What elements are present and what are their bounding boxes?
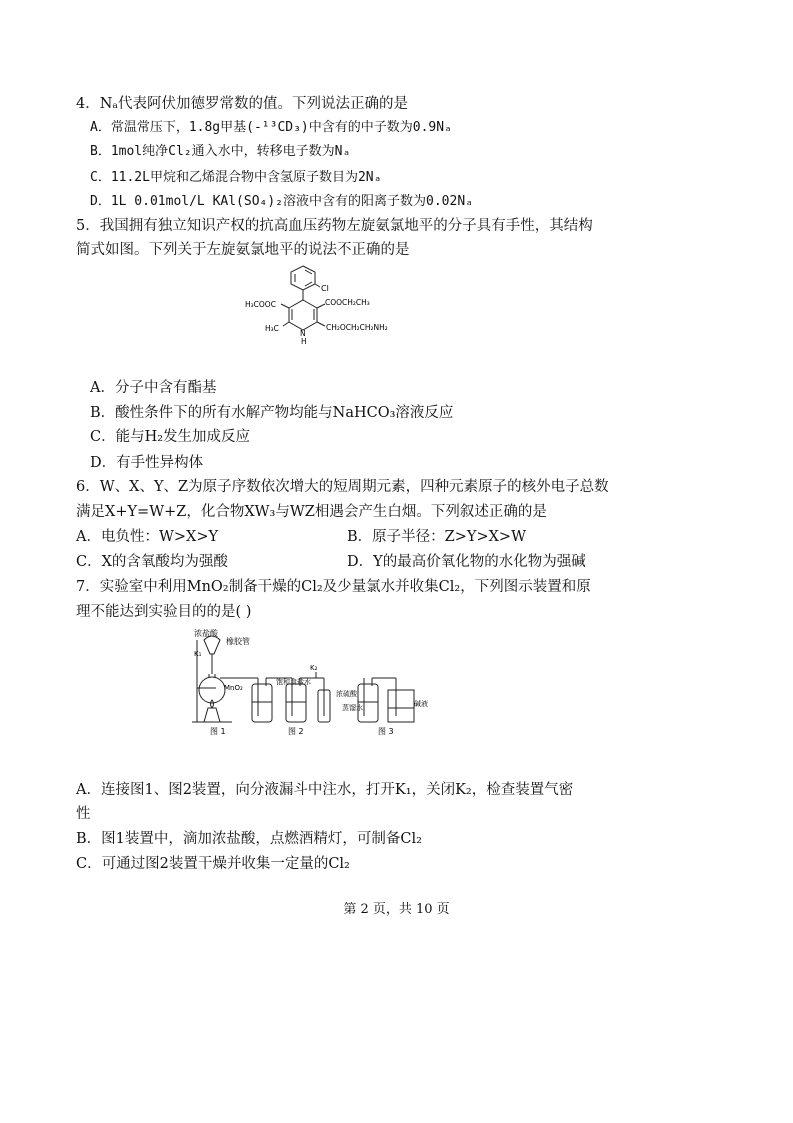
q5-stem-line1: 5．我国拥有独立知识产权的抗高血压药物左旋氨氯地平的分子具有手性，其结构	[76, 218, 593, 234]
structure-right-ester-label: COOCH₂CH₃	[325, 298, 370, 307]
q4-stem: 4．Nₐ代表阿伏加德罗常数的值。下列说法正确的是	[76, 96, 409, 112]
q5-option-a: A．分子中含有酯基	[90, 380, 217, 396]
structure-side-chain-label: CH₂OCH₂CH₂NH₂	[326, 323, 388, 332]
fig-label-conc-hcl: 浓盐酸	[194, 629, 218, 638]
structure-n-label: N	[300, 329, 306, 338]
q7-option-a-line2: 性	[76, 806, 91, 822]
q6-option-b: B．原子半径：Z>Y>X>W	[347, 529, 526, 545]
fig-caption-3: 图 3	[378, 727, 394, 736]
q7-stem-line2: 理不能达到实验目的的是( )	[76, 604, 252, 620]
q5-option-b: B．酸性条件下的所有水解产物均能与NaHCO₃溶液反应	[90, 405, 454, 421]
q5-stem-line2: 简式如图。下列关于左旋氨氯地平的说法不正确的是	[76, 242, 410, 258]
structure-h-label: H	[301, 337, 307, 346]
q6-option-d: D．Y的最高价氧化物的水化物为强碱	[347, 554, 586, 570]
q5-structure-figure	[245, 262, 405, 348]
q7-option-c: C．可通过图2装置干燥并收集一定量的Cl₂	[76, 856, 350, 872]
fig-label-dist-water: 蒸馏水	[342, 704, 363, 712]
q7-option-b: B．图1装置中，滴加浓盐酸，点燃酒精灯，可制备Cl₂	[76, 831, 422, 847]
fig-label-k1: K₁	[194, 650, 202, 658]
q6-option-a: A．电负性：W>X>Y	[76, 529, 219, 545]
fig-label-alkali: 碱液	[414, 700, 428, 708]
fig-label-sat-salt: 饱和食盐水	[276, 678, 311, 686]
q7-apparatus-figure	[192, 626, 432, 738]
q4-option-b: B．1mol纯净Cl₂通入水中，转移电子数为Nₐ	[90, 144, 351, 159]
q4-option-a: A．常温常压下，1.8g甲基(-¹³CD₃)中含有的中子数为0.9Nₐ	[90, 120, 452, 135]
q4-option-c: C．11.2L甲烷和乙烯混合物中含氢原子数目为2Nₐ	[90, 170, 382, 185]
q6-stem-line2: 满足X+Y=W+Z，化合物XW₃与WZ相遇会产生白烟。下列叙述正确的是	[76, 504, 547, 520]
fig-label-conc-acid: 浓硫酸	[336, 690, 357, 698]
structure-cl-label: Cl	[321, 284, 329, 293]
fig-caption-1: 图 1	[210, 727, 226, 736]
fig-label-k2: K₂	[310, 664, 318, 672]
structure-methyl-label: H₃C	[265, 324, 279, 333]
fig-caption-2: 图 2	[288, 727, 304, 736]
fig-label-mno2: MnO₂	[224, 684, 243, 692]
fig-label-rubber-tube: 橡胶管	[226, 637, 250, 646]
structure-left-ester-label: H₃COOC	[245, 300, 276, 309]
q6-option-c: C．X的含氧酸均为强酸	[76, 554, 228, 570]
q5-option-c: C．能与H₂发生加成反应	[90, 429, 251, 445]
q4-option-d: D．1L 0.01mol/L KAl(SO₄)₂溶液中含有的阳离子数为0.02Nₐ	[90, 194, 473, 209]
q5-option-d: D．有手性异构体	[90, 455, 204, 471]
q7-option-a-line1: A．连接图1、图2装置，向分液漏斗中注水，打开K₁，关闭K₂，检查装置气密	[76, 782, 574, 798]
q7-stem-line1: 7．实验室中利用MnO₂制备干燥的Cl₂及少量氯水并收集Cl₂，下列图示装置和原	[76, 579, 591, 595]
page-footer: 第 2 页，共 10 页	[343, 902, 450, 917]
q6-stem-line1: 6．W、X、Y、Z为原子序数依次增大的短周期元素，四种元素原子的核外电子总数	[76, 479, 609, 495]
